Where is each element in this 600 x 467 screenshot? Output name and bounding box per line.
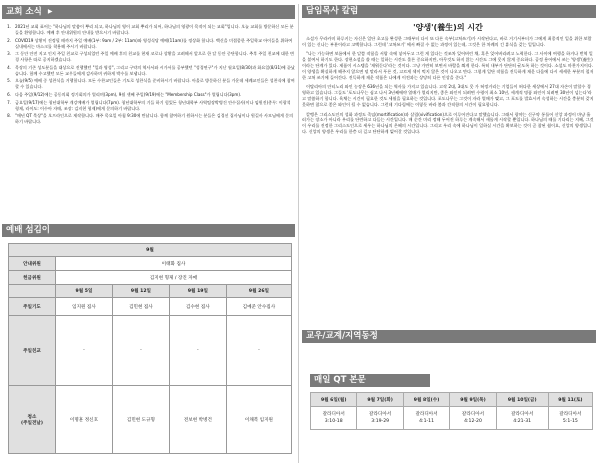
fellowship-cell: - [112, 316, 169, 386]
qt-passage-cell [403, 407, 449, 430]
qt-day-header: 9월 6일(월) [311, 393, 357, 407]
qt-passage-cell [496, 407, 548, 430]
news-item-number: 3. [7, 51, 11, 57]
schedule-section-header [2, 224, 295, 237]
news-item [2, 38, 295, 50]
column-heading: '양생'(養生)의 시간 [413, 23, 483, 32]
prayer-label: 주일기도 [9, 298, 56, 316]
table-row [9, 285, 292, 298]
qt-day-header: 9월 7일(화) [357, 393, 403, 407]
fellowship-cell: - [169, 316, 226, 386]
news-item-number: 6. [7, 92, 11, 98]
news-item [2, 92, 295, 98]
qt-book: 갈라디아서 [511, 412, 534, 417]
qt-day-header: 9월 8일(수) [403, 393, 449, 407]
news-item [2, 51, 295, 63]
qt-section-header [310, 374, 430, 387]
schedule-title: 예배 섬김이 [6, 225, 51, 235]
qt-book: 갈라디아서 [369, 412, 392, 417]
news-item [2, 78, 295, 90]
qt-day-header: 9월 10일(금) [496, 393, 548, 407]
table-row [311, 393, 593, 407]
news-item-number: 8. [7, 113, 11, 119]
table-row [9, 316, 292, 386]
fellowship-label: 주일친교 [9, 316, 56, 386]
news-item-number: 5. [7, 78, 11, 84]
table-row [9, 244, 292, 257]
prayer-cell: 김예준 안수집사 [226, 298, 291, 316]
qt-ref: 3:19-29 [371, 419, 390, 424]
news-title: 교회 소식 [6, 7, 42, 17]
table-row [311, 407, 593, 430]
column-paragraph: "나는 가능하면 보름에서 한 달쯤 작품을 서랍 속에 넣어두고 그런 게 있다는 것조차 잊어버린 채, 혹은 잊어버리려고 노력한다. 그 사이에 여행을 하거나 번역 일을 붙여서 하기도 한다. 장편소설을 쓸 때는 일하는 시간도 물론 중요하지만, 아무것도 하지 않는 시간도 그에 못지 않게 중요하다. 공정 용어에서 쓰는 '양생'(養生)이라는 단계가 있다. 제품이 시스템을 '재워둔다'라는 것이다. 그냥 가만히 보면서 바람을 쬐게 한다. 특히 내부가 단단히 굳도록 하는 것이다. 소설도 마찬가지이다. 이 양생을 확실하게 해주지 않으면 덜 말라서 푸른 것, 고르게 색이 먹지 않은 것이 나오고 만다. 그렇게 일단 작품을 진득하게 재운 다음에 다시 세세한 부분의 철저한 고쳐 쓰기에 들어간다. 진득하게 재운 작품은 나에게 이전과는 상당히 다른 인상을 준다." [302, 51, 594, 80]
qt-day-header: 9월 9일(목) [450, 393, 496, 407]
news-item-text: 금요일(9/17)에는 청년대학부 개강예배가 열립니다(7pm). 청년대학부의 기들 하기 힘있든 청년대학부 사역팀장박병건 안수집사(이나 임원진(총무: 이광석 형제, 라이도: 이수아 자매, 조장: 김지현 형제)에게 문의하기 바랍니다. [15, 99, 291, 111]
cleaning-cell: 이명훈 정신호 [56, 386, 113, 454]
qt-day-header: 9월 11(토) [548, 393, 592, 407]
news-item-text: 목장의 기존 성도분들을 대상으로 진행했던 "일과 영성", 그리고 구약의 역사서와 시가서를 공부했던 "성경연구"가 지난 월요일(8/30)과 화요일(8/31)에 끝났습니다. 함께 수고했던 모든 교우들에게 감사하며 귀하게 박수를 보냅니다. [15, 64, 295, 76]
news-item [2, 100, 295, 112]
table-row [9, 271, 292, 285]
news-item [2, 113, 295, 125]
cleaning-cell: 김민현 도규형 [112, 386, 169, 454]
news-section-header [2, 5, 295, 19]
column-paragraph: 이탈리아의 안티노리 와인 농장은 636년을 되는 역사를 가지고 있습니다. 고작 2대, 3대도 못 가 허정거리는 기업들이 허다한 세상에서 27대 자손이 말할수 경영하고 있습니다. 그들도 '포도나무는 심고 나서 3년째에야 열매가 열리지만, 좋은 와인이 되려면 수령이 최소 10년, 세계적 명품 와인이 되려면 30년이 넘는다'라고 말씀하기 합니다. 육체는 시간이 필요한 것도 세월을 필요하는 것입니다. 포도나무는 그것이 자라 열매가 맺고, 그 포도를 발효시켜 숙성하는 시간을 충분히 갖지 못하면 참으로 좋은 와인이 될 수 없습니다. 그런데 기다림에는 이렇듯 바라 봄과 간직함의 시간이 필요합니다. [302, 84, 594, 107]
qt-book: 갈라디아서 [415, 412, 438, 417]
cleaning-cell: 전보현 박병건 [169, 386, 226, 454]
news-item-text: "매년 QT 묵상"을 오프라인으로 제작합니다. 매주 목요일 아침 9:30에 만납니다. 함께 참여하기 원하시는 분들은 김경선 집사님이나 원길사 사모님에게 문의하기 바랍니다. [15, 113, 294, 125]
schedule-table [8, 243, 292, 454]
news-item [2, 24, 295, 36]
qt-passage-cell [450, 407, 496, 430]
news-item-number: 4. [7, 64, 11, 70]
cleaning-cell: 이채복 임지원 [226, 386, 291, 454]
table-row [9, 298, 292, 316]
chevron-right-icon: ▶ [47, 8, 53, 15]
news-item-number: 2. [7, 37, 11, 43]
fellowship-cell: - [226, 316, 291, 386]
qt-title: 매일 QT 본문 [314, 375, 366, 385]
qt-ref: 4:12-20 [464, 419, 482, 424]
usher-label: 안내위원 [9, 257, 56, 271]
column-section-header [302, 5, 596, 18]
table-row [9, 386, 292, 454]
news-item-number: 7. [7, 99, 11, 105]
qt-ref: 3:10-18 [324, 419, 343, 424]
cleaning-label-sub: (주일전날) [21, 420, 43, 426]
qt-passage-cell [548, 407, 592, 430]
offering-label: 헌금위원 [9, 271, 56, 285]
offering-value: 김지현 형제 / 장진 자매 [56, 271, 292, 285]
qt-book: 갈라디아서 [322, 412, 345, 417]
qt-passage-cell [357, 407, 403, 430]
qt-ref: 5:1-15 [562, 419, 578, 424]
cleaning-label [9, 386, 56, 454]
news-list [2, 24, 295, 127]
usher-value: 이태화 집사 [56, 257, 292, 271]
week-header: 9월 26일 [226, 285, 291, 298]
exchange-title: 교우/교계/지역동정 [306, 331, 378, 341]
table-row [9, 257, 292, 271]
pastor-column [302, 24, 594, 139]
week-header: 9월 5일 [56, 285, 113, 298]
news-item-text: 2021년 교회 표어는 "하나님의 말씀이 뿌리 되고, 하나님의 영이 교회 뿌리가 되어, 하나님의 영광이 목적이 되는 교회"입니다. 오늘 교회를 방문하신 모든 분들을 환영합니다. 예배 후 안내위원의 안내를 받으시기 바랍니다. [15, 24, 294, 35]
qt-table [310, 392, 593, 430]
fellowship-cell: - [56, 316, 113, 386]
exchange-section-header [302, 330, 596, 343]
prayer-cell: 김수현 집사 [169, 298, 226, 316]
prayer-cell: 임지원 집사 [56, 298, 113, 316]
news-item-text: 다음 주일(9/12)에는 공동의회 정기회의가 열리며(3pm), 9월 셋째 주일(9/19)에는 "Membership Class"가 열립니다(3pm). [15, 92, 242, 98]
qt-ref: 4:1-11 [419, 419, 434, 424]
prayer-cell: 김민현 집사 [112, 298, 169, 316]
news-item-text: COVID19 상황이 진정될 때까지 주일 예배(1부: 9am / 2부: 11am)와 영성식당 예배(11am)를 정상화 합니다. 백신을 미접종한 주일학교 아이들을 위하여 실내에서는 마스크를 착용해 주시기 바랍니다. [15, 37, 293, 49]
qt-ref: 4:21-31 [513, 419, 532, 424]
page-divider [298, 4, 299, 463]
week-header: 9월 12일 [112, 285, 169, 298]
column-title: 담임목사 칼럼 [306, 6, 359, 16]
week-header: 9월 19일 [169, 285, 226, 298]
corner-cell [9, 285, 56, 298]
qt-passage-cell [311, 407, 357, 430]
news-item-text: 그 동안 안전 지고 인지 주일 친교로 구성되었던 주일 예배 후의 친교를 현재 코로나 상황을 고려해서 앞으로 한 달 동안 중단합니다. 추후 주일 친교에 대한 변경 사항은 따로 공지하겠습니다. [15, 51, 295, 63]
schedule-month: 9월 [9, 244, 292, 257]
news-item [2, 65, 295, 77]
cleaning-label-main: 청소 [27, 414, 37, 420]
column-paragraph: 칼뱅은 그리스도인의 성화 과정도 죽임(mortification)과 살림(vivification)으로 이루어진다고 말했습니다. 그래서 광야는 신구약 통틀어 신앙 과정이 마냥 흘러가는 장소가 아니라 우리를 단련하고 다듬는 시간입니다. 매 순간 미리 정해 두어진 하루는 계속해서 새롭게 시작할 뿐입니다. 하나님의 때를 기다리는 지혜, 그것이 우리를 진정한 그리스도인으로 세우는 하나님의 은혜의 시간입니다. 그리고 우리 속에 하나님이 일하실 시간을 확보하는 것이 곧 참된 쉼이요, 신앙의 양생입니다. 신앙의 양생은 우리를 한층 더 깊고 단단하게 빚어갈 것입니다. [302, 111, 594, 134]
qt-book: 갈라디아서 [559, 412, 582, 417]
news-item-number: 1. [7, 24, 11, 29]
news-item-text: 오늘(9/5) 예배 중 성찬식을 거행합니다. 모든 수찬교인들은 기도로 성찬식을 준비하시기 바랍니다. 아울로 방문하신 분들 가운데 세례교인들은 성찬식에 참여할 수 있습니다. [15, 78, 295, 90]
qt-book: 갈라디아서 [461, 412, 485, 417]
column-paragraph: 소설가 무라카미 하루키는 자신은 일단 초고를 완성한 그때부터 다시 또 다른 숙부(고쳐쓰기)가 시작된다고, 바로 거기서부터가 그에게 최종적인 일을 위한 보람이 있는 신나는 부분이라고 고백합니다. 그런데 '고쳐쓰기' 에서 빠질 수 없는 과정이 있는데, 그것은 한 차례의 긴 휴식을 갖는 일입니다. [302, 35, 592, 47]
